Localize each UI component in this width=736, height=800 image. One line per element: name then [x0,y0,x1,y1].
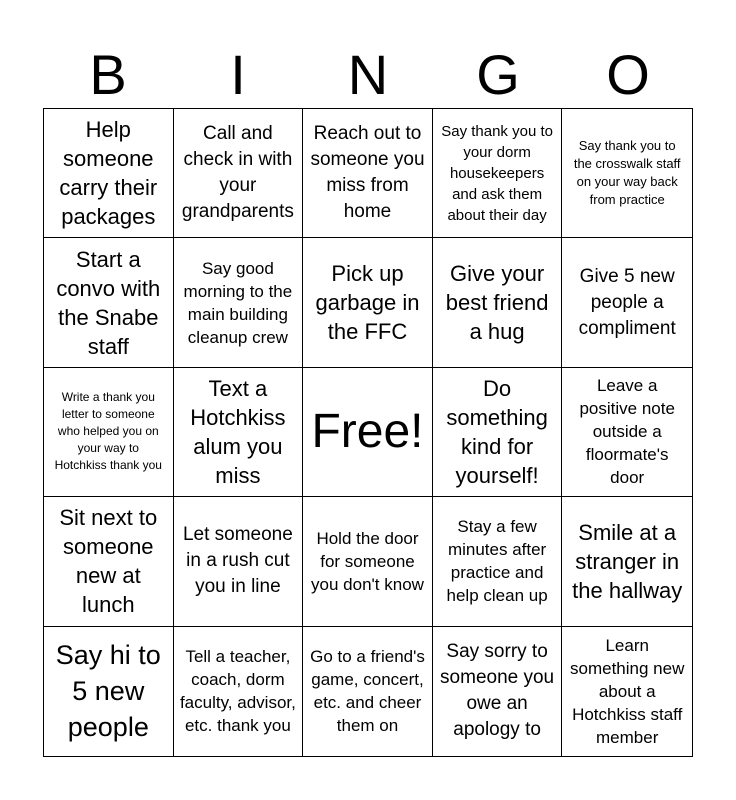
header-letter-o: O [606,43,650,106]
cell-text: Say thank you to your dorm housekeepers and ask them about their day [441,122,553,224]
bingo-cell[interactable] [44,238,174,367]
bingo-cell[interactable] [174,238,304,367]
bingo-cell[interactable] [303,497,433,626]
cell-text: Say thank you to the crosswalk staff on your way back from practice [573,138,681,208]
bingo-cell[interactable] [433,627,563,756]
bingo-cell[interactable] [174,109,304,238]
bingo-cell[interactable] [562,109,692,238]
cell-text: Text a Hotchkiss alum you miss [190,375,286,488]
cell-text: Let someone in a rush cut you in line [182,524,293,598]
bingo-cell[interactable] [433,238,563,367]
bingo-cell[interactable] [303,109,433,238]
cell-text: Do something kind for yourself! [446,375,548,488]
bingo-cell[interactable] [433,497,563,626]
free-space[interactable] [303,368,433,497]
cell-text: Reach out to someone you miss from home [310,123,425,223]
cell-text: Help someone carry their packages [59,117,158,230]
cell-text: Hold the door for someone you don't know [311,528,424,594]
cell-text: Pick up garbage in the FFC [315,261,420,345]
free-space-label: Free! [311,404,424,458]
cell-text: Say hi to 5 new people [55,640,161,743]
header-letter-g: G [476,43,520,106]
bingo-cell[interactable] [44,109,174,238]
cell-text: Start a convo with the Snabe staff [56,246,161,359]
bingo-cell[interactable] [303,238,433,367]
bingo-cell[interactable] [174,497,304,626]
bingo-header [43,42,693,108]
cell-text: Say sorry to someone you owe an apology to [440,641,555,741]
cell-text: Say good morning to the main building cleanup crew [183,258,293,347]
cell-text: Tell a teacher, coach, dorm faculty, advisor, etc. thank you [179,647,296,736]
cell-text: Call and check in with your grandparents [181,123,294,223]
cell-text: Learn something new about a Hotchkiss staff member [570,635,685,747]
cell-text: Give your best friend a hug [445,261,549,345]
bingo-cell[interactable] [433,109,563,238]
bingo-cell[interactable] [44,497,174,626]
cell-text: Write a thank you letter to someone who helped you on your way to Hotchkiss thank you [54,390,162,473]
cell-text: Smile at a stranger in the hallway [572,519,683,603]
cell-text: Stay a few minutes after practice and help clean up [446,517,548,606]
cell-text: Leave a positive note outside a floormate's door [579,376,675,488]
cell-text: Go to a friend's game, concert, etc. and cheer them on [310,647,425,736]
bingo-cell[interactable] [562,627,692,756]
bingo-cell[interactable] [433,368,563,497]
bingo-cell[interactable] [562,497,692,626]
bingo-cell[interactable] [303,627,433,756]
bingo-cell[interactable] [44,627,174,756]
cell-text: Sit next to someone new at lunch [59,505,158,618]
bingo-cell[interactable] [562,238,692,367]
bingo-cell[interactable] [44,368,174,497]
header-letter-b: B [89,43,127,106]
bingo-board [43,108,693,757]
cell-text: Give 5 new people a compliment [578,265,676,339]
bingo-cell[interactable] [174,368,304,497]
header-letter-n: N [347,43,389,106]
bingo-cell[interactable] [562,368,692,497]
bingo-cell[interactable] [174,627,304,756]
header-letter-i: I [230,43,246,106]
